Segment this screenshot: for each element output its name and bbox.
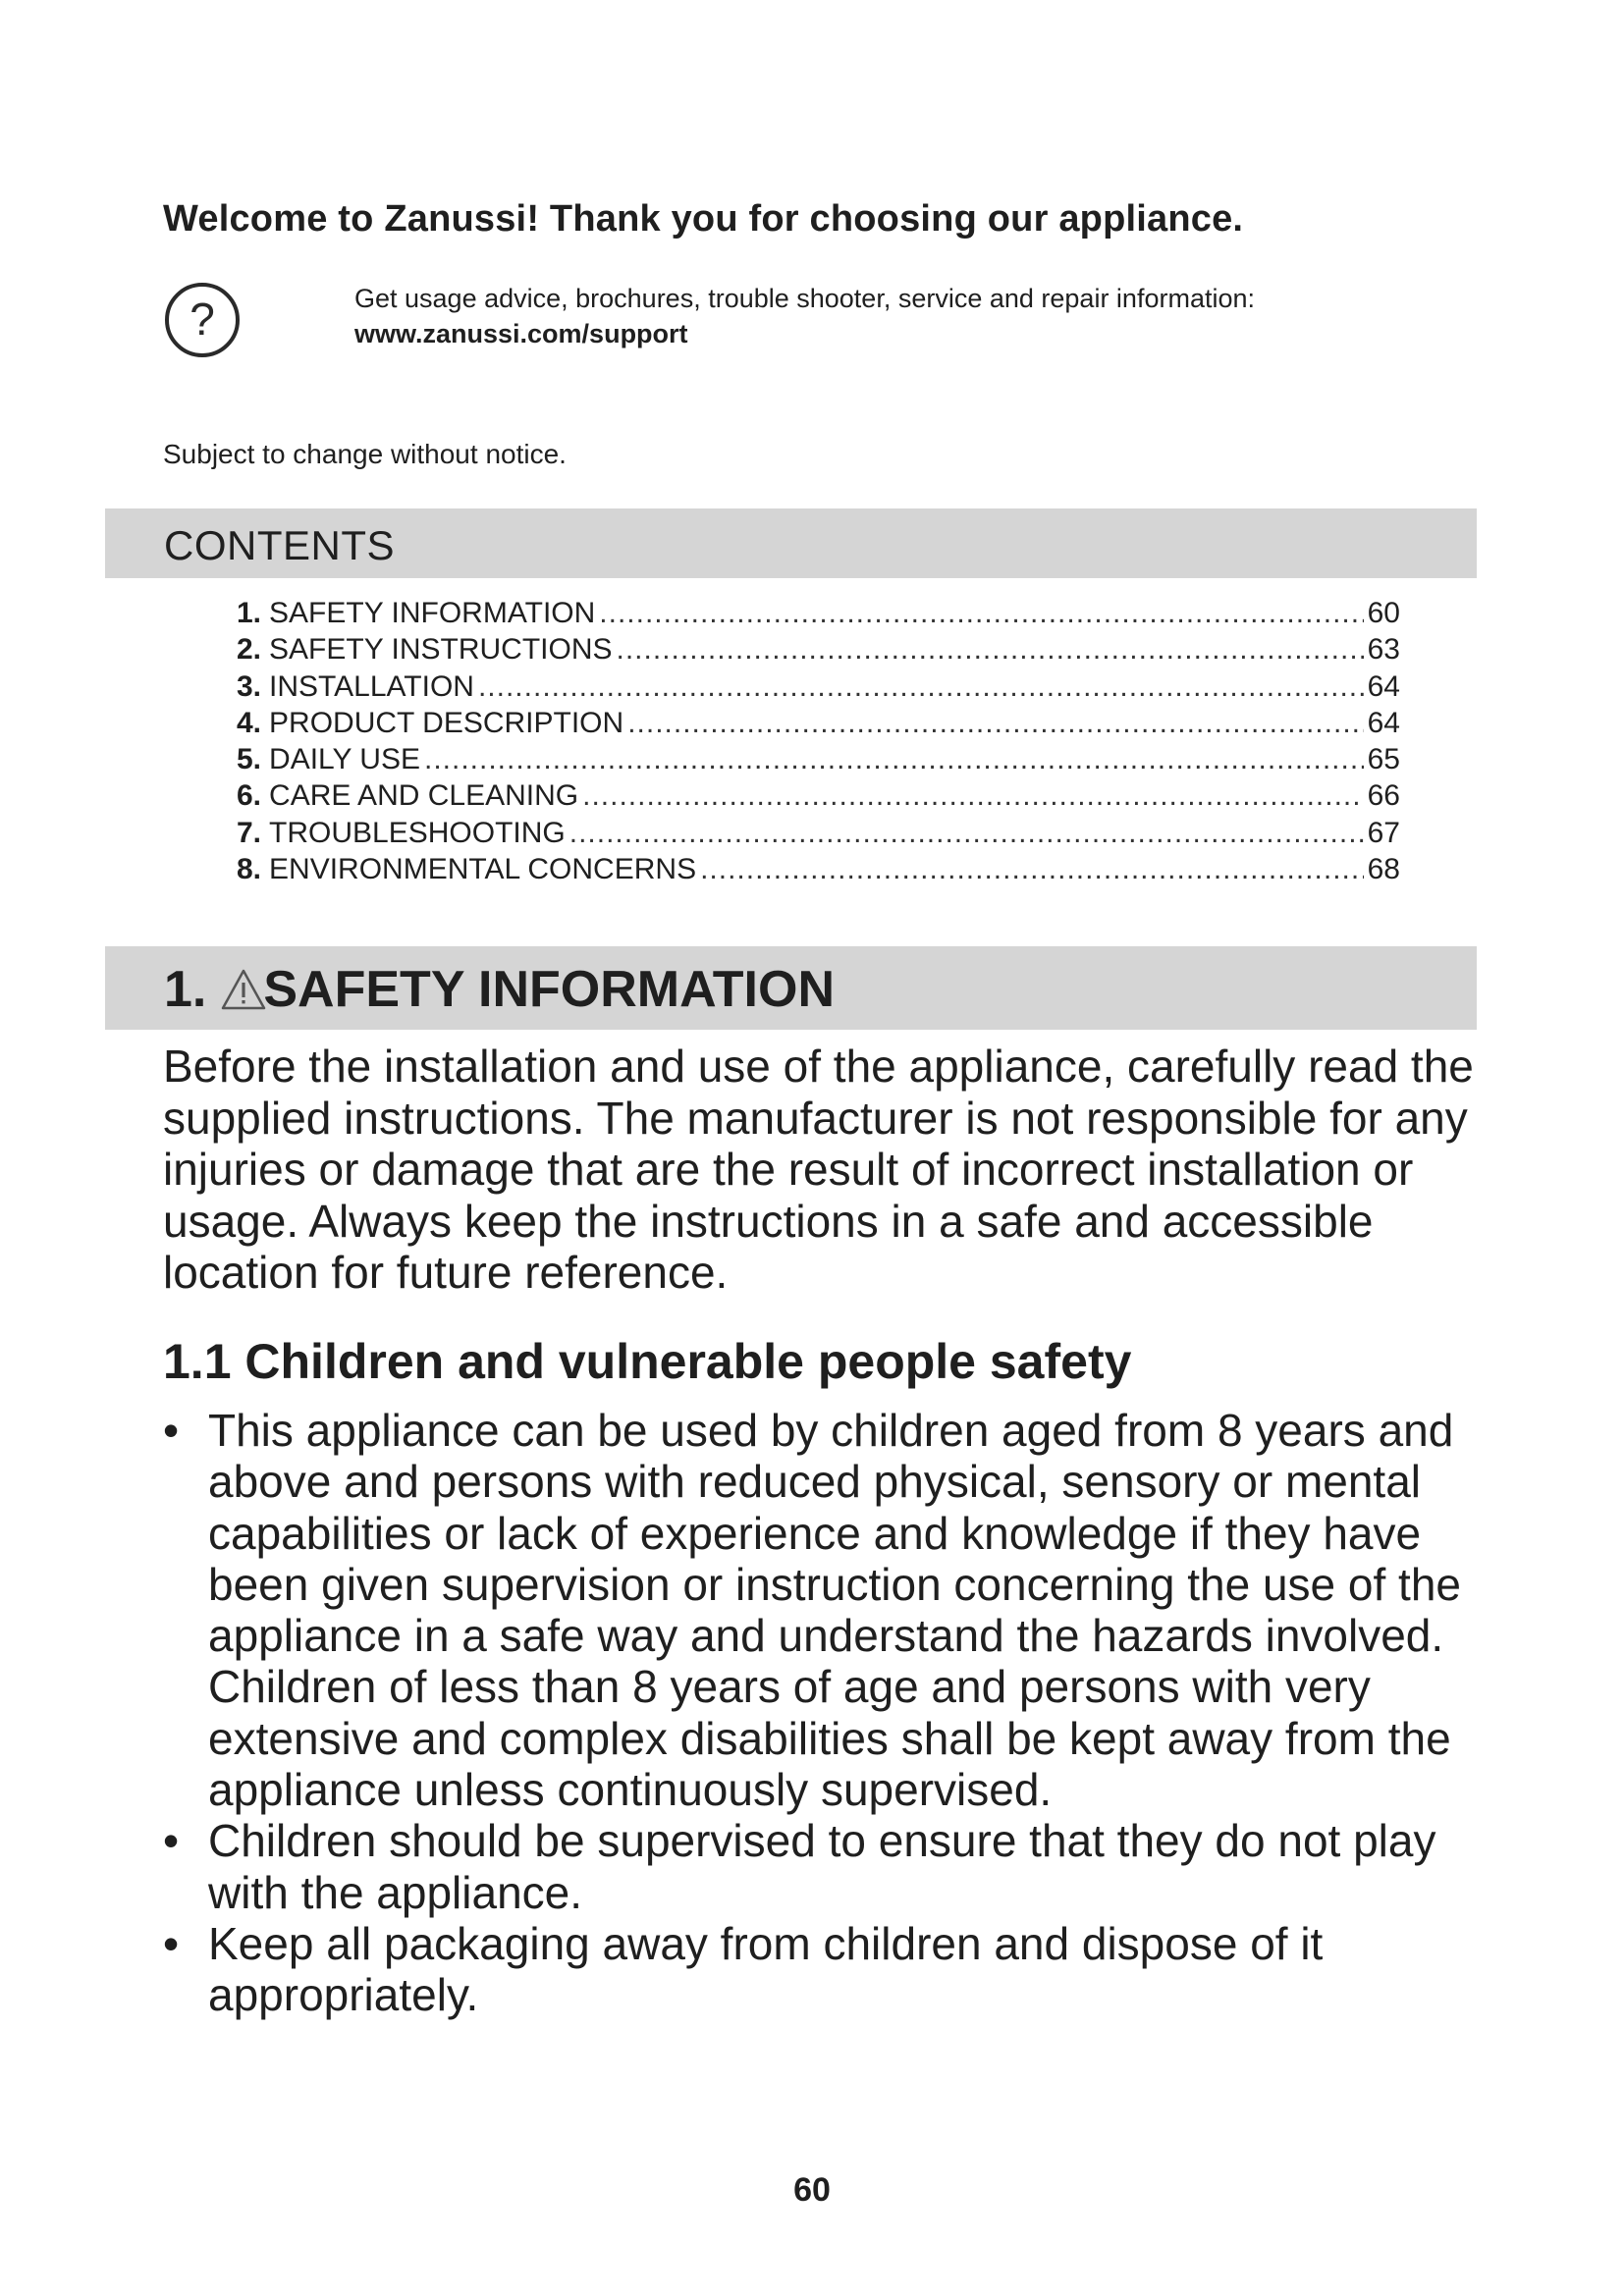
toc-item[interactable] <box>237 668 1400 705</box>
toc-item-label: CARE AND CLEANING <box>269 779 579 813</box>
toc-item-page: 60 <box>1367 597 1400 629</box>
toc-leader-dots <box>582 777 1364 814</box>
toc-item[interactable] <box>237 705 1400 741</box>
warning-triangle-icon <box>220 968 267 1011</box>
svg-text:?: ? <box>189 294 215 345</box>
support-info <box>354 281 1255 351</box>
welcome-title: Welcome to Zanussi! Thank you for choosing our appliance. <box>163 198 1244 240</box>
bullet-text: Children should be supervised to ensure that they do not play with the appliance. <box>208 1815 1436 1918</box>
toc-item-label: SAFETY INFORMATION <box>269 597 596 629</box>
toc-item-page: 66 <box>1367 779 1400 813</box>
safety-header-band <box>105 946 1477 1030</box>
section-number: 1. <box>164 961 207 1018</box>
toc-item-label: INSTALLATION <box>269 669 474 703</box>
toc-leader-dots <box>627 705 1363 741</box>
subsection-heading: 1.1 Children and vulnerable people safety <box>163 1334 1132 1389</box>
toc-item-number: 4. <box>237 706 262 739</box>
bullet-symbol: • <box>163 1815 180 1867</box>
toc-leader-dots <box>424 741 1364 777</box>
intro-paragraph: Before the installation and use of the appliance, carefully read the supplied instructions. The manufacturer is not responsible for any injuries or damage that are the result of incorrect installation or usage. Always keep the instructions in a safe and accessible location for future reference. <box>163 1041 1474 1298</box>
toc-item-number: 3. <box>237 669 262 703</box>
toc-leader-dots <box>617 631 1364 667</box>
list-item <box>163 1405 1479 1815</box>
toc-item-page: 67 <box>1367 816 1400 849</box>
toc-leader-dots <box>599 595 1363 631</box>
bullet-symbol: • <box>163 1917 180 1969</box>
question-circle-icon <box>163 281 242 359</box>
page-number: 60 <box>793 2171 831 2209</box>
bullet-symbol: • <box>163 1405 180 1456</box>
toc-item-page: 63 <box>1367 633 1400 667</box>
toc-item-number: 1. <box>237 597 262 629</box>
toc-item-label: TROUBLESHOOTING <box>269 816 566 849</box>
toc-item-label: ENVIRONMENTAL CONCERNS <box>269 853 697 886</box>
toc-item[interactable] <box>237 815 1400 851</box>
toc-item-page: 68 <box>1367 853 1400 886</box>
toc-item-label: DAILY USE <box>269 743 420 776</box>
list-item <box>163 1918 1479 2021</box>
bullet-text: This appliance can be used by children aged from 8 years and above and persons with reduced physical, sensory or mental capabilities or lack of experience and knowledge if they have been given supervision or instruction concerning the use of the appliance in a safe way and understand the hazards involved. Children of less than 8 years of age and persons with very extensive and complex disabilities shall be kept away from the appliance unless continuously supervised. <box>208 1405 1462 1816</box>
toc-item-label: SAFETY INSTRUCTIONS <box>269 633 613 667</box>
toc-item-page: 64 <box>1367 669 1400 703</box>
subject-note: Subject to change without notice. <box>163 439 567 469</box>
safety-bullet-list <box>163 1405 1479 2021</box>
toc-item-number: 5. <box>237 743 262 776</box>
contents-title: CONTENTS <box>164 522 395 568</box>
toc-item-number: 2. <box>237 633 262 667</box>
toc-item-label: PRODUCT DESCRIPTION <box>269 706 624 739</box>
support-text: Get usage advice, brochures, trouble shooter, service and repair information: <box>354 284 1255 313</box>
section-heading <box>164 960 835 1019</box>
toc-item[interactable] <box>237 851 1400 887</box>
table-of-contents <box>237 595 1400 887</box>
toc-item-number: 7. <box>237 816 262 849</box>
list-item <box>163 1815 1479 1918</box>
bullet-text: Keep all packaging away from children and dispose of it appropriately. <box>208 1917 1324 2021</box>
support-link[interactable]: www.zanussi.com/support <box>354 319 688 348</box>
toc-item-number: 6. <box>237 779 262 813</box>
toc-item[interactable] <box>237 777 1400 814</box>
section-title: SAFETY INFORMATION <box>263 961 835 1018</box>
toc-item-number: 8. <box>237 853 262 886</box>
toc-leader-dots <box>700 851 1364 887</box>
toc-item[interactable] <box>237 741 1400 777</box>
toc-item[interactable] <box>237 595 1400 631</box>
contents-header-band <box>105 508 1477 578</box>
toc-item-page: 65 <box>1367 743 1400 776</box>
toc-leader-dots <box>569 815 1364 851</box>
toc-leader-dots <box>478 668 1364 705</box>
toc-item-page: 64 <box>1367 706 1400 739</box>
toc-item[interactable] <box>237 631 1400 667</box>
